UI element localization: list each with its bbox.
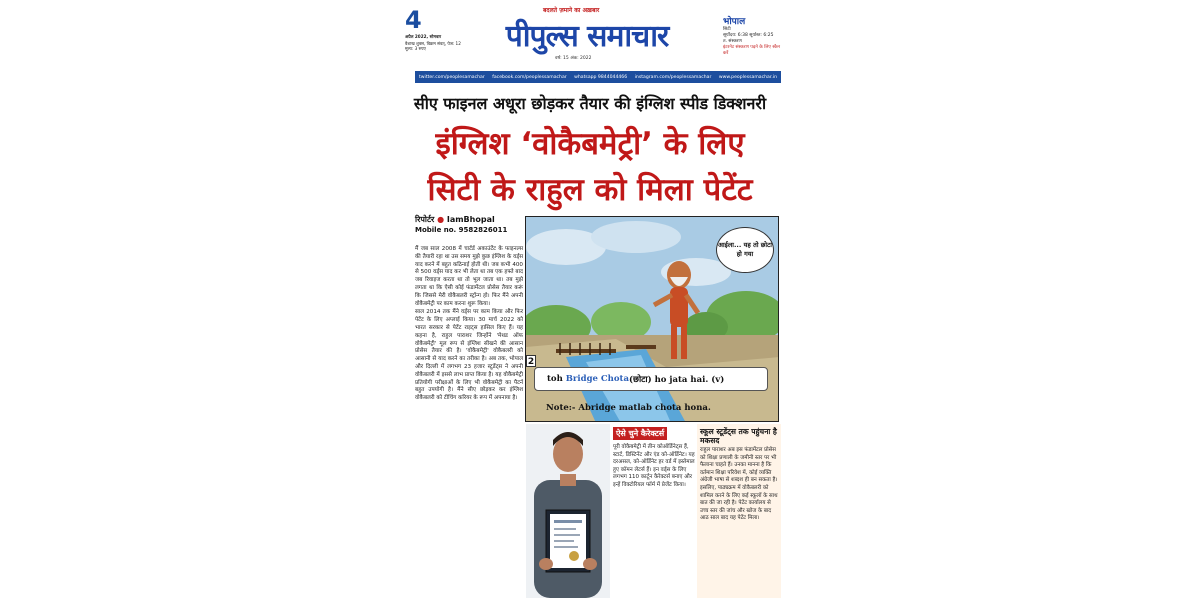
column3-heading: स्कूल स्टूडेंट्स तक पहुंचना है मकसद — [700, 427, 777, 445]
article-body — [415, 246, 523, 404]
column3-text: राहुल पाराशर अब इस फंडामेंटल प्रोसेस को शिक्षा प्रणाली के जमीनी स्तर पर भी फैलाना चाहते हैं। उनका मानना है कि वर्तमान शिक्षा परिवेश में, कोई व्यक्ति अंग्रेजी भाषा से शब्दश ही बन सकता है। इसलिए, पाठ्यक्रम में वोकैबलरी को शामिल करने के लिए कई स्कूलों के साथ बात की जा रही है। पेटेंट कार्यालय से उच्च स्तर की जांच और खोज के बाद आठ साल बाद यह पेटेंट मिला। — [700, 447, 778, 522]
column3-box — [697, 424, 781, 598]
main-headline-line1: इंग्लिश ‘वोकैबमेट्री’ के लिए — [435, 126, 745, 162]
instagram-link[interactable]: instagram.com/peoplessamachar — [634, 74, 712, 80]
byline-label: रिपोर्टर — [415, 215, 435, 224]
comic-caption — [534, 367, 768, 391]
logo-text: पीपुल्स समाचार — [505, 18, 669, 54]
column2-heading: ऐसे चुने कैरेक्टर्स — [613, 427, 667, 440]
issue-info: वर्ष: 15 अंक: 2022 — [555, 56, 592, 61]
column2-text: पूरी वोकैबमेट्री में तीन कोऑर्डिनेट्स हैं, स्टार्ट, डिस्टिनेंट और एंड को-ऑर्डिनेट। यह दरअसल, को-ऑर्डिनेट हर वर्ड में इस्तेमाल हुए कॉमन लेटर्स हैं। इन वर्ड्स के लिए लगभग 110 कार्टून कैरेक्टर्स बनाए और इन्हें विक्टोरियल फॉर्म में प्रेजेंट किया। — [613, 444, 695, 488]
dateline: अप्रैल 2022, सोमवार — [405, 34, 442, 39]
mobile-number: Mobile no. 9582826011 — [415, 226, 508, 234]
website-link[interactable]: www.peoplessamachar.in — [718, 74, 777, 80]
edition: सिटी — [723, 27, 731, 32]
dateline-details: वैशाख शुक्ल, विक्रम संवत्, पेज: 12 मूल्य: 3 रुपए — [405, 41, 461, 52]
caption-word-chota: Chota — [600, 374, 629, 384]
kicker-headline: सीए फाइनल अधूरा छोड़कर तैयार की इंग्लिश स्पीड डिक्शनरी — [413, 94, 767, 113]
caption-suffix: (छोटा) ho jata hai. (v) — [628, 374, 725, 385]
comic-note: Note:- Abridge matlab chota hona. — [546, 403, 711, 413]
masthead-left — [405, 8, 467, 52]
caption-prefix: toh — [547, 374, 563, 384]
social-bar — [415, 71, 781, 83]
newspaper-page — [393, 0, 787, 600]
byline — [415, 214, 495, 225]
main-headline-line2: सिटी के राहुल को मिला पेटेंट — [427, 172, 753, 208]
body-paragraph: साल 2014 तक मैंने वर्ड्स पर काम किया और फिर पेटेंट के लिए अप्लाई किया। 30 मार्च 2022 को भारत सरकार से पेटेंट राइट्स हासिल किए हैं। यह कहना है, राहुल पाराशर जिन्होंने 'मेथड ऑफ वोकैबमेट्री' मूल रूप से इंग्लिश सीखने की आसान प्रोसेस तैयार की है। 'वोकैबमेट्री' वोकैबलरी को आसानी से याद करने का तरीका है। अब तक, भोपाल और दिल्ली में लगभग 23 हजार स्टूडेंट्स ने अपनी वोकैबलरी में इससे लाभ प्राप्त किया है। यह वोकैबमेट्री प्रतियोगी परीक्षाओं के लिए भी वोकैबमेट्री का पैटर्न बहुत उपयोगी है। मैंने सीए छोड़कर कर इंग्लिश वोकैबलरी को टीचिंग करियर के रूप में अपनाया है। — [415, 309, 523, 402]
whatsapp-link[interactable]: whatsapp 9844044466 — [574, 74, 628, 80]
edition-note: त. संस्करण — [723, 39, 742, 44]
caption-word-bridge: Bridge — [565, 374, 598, 384]
newspaper-logo — [471, 14, 703, 54]
page-number: 4 — [405, 6, 422, 34]
tagline: बदलते ज़माने का अख़बार — [543, 7, 600, 14]
twitter-link[interactable]: twitter.com/peoplesamachar — [419, 74, 485, 80]
facebook-link[interactable]: facebook.com/peoplessamachar — [492, 74, 567, 80]
bullet-icon: ● — [437, 215, 445, 224]
masthead-right — [723, 14, 781, 57]
body-paragraph: मैं जब साल 2008 में चार्टर्ड अकाउंटेंट के फाइनल्स की तैयारी रहा था उस समय मुझे कुछ इंग्लिश के वर्ड्स याद करने में बहुत कठिनाई होती थी। जब कभी 400 से 500 वर्ड्स याद कर भी लेता था तब एक हफ्ते बाद जब रिवाइज करता था तो भूल जाता था। तब मुझे लगता था कि ऐसी कोई फंडामेंटल प्रोसेस तैयार करूं कि जिससे मेरी वोकैबलरी स्ट्रॉन्ग हो। फिर मैंने अपनी वोकैबमेट्री पर काम करना शुरू किया। — [415, 246, 523, 307]
comic-panel — [525, 216, 779, 422]
person-photo — [526, 424, 610, 598]
scan-note: इंटरनेट संस्करण पढ़ने के लिए स्कैन करें — [723, 45, 781, 56]
speech-bubble: आईला... यह तो छोटा हो गया — [716, 227, 774, 273]
panel-number: 2 — [527, 357, 535, 367]
person-illustration — [526, 424, 610, 598]
city-name: भोपाल — [723, 17, 746, 27]
sun-times: सूर्योदय: 6:38 सूर्यास्त: 6:25 — [723, 33, 774, 38]
byline-name: IamBhopal — [446, 215, 495, 224]
